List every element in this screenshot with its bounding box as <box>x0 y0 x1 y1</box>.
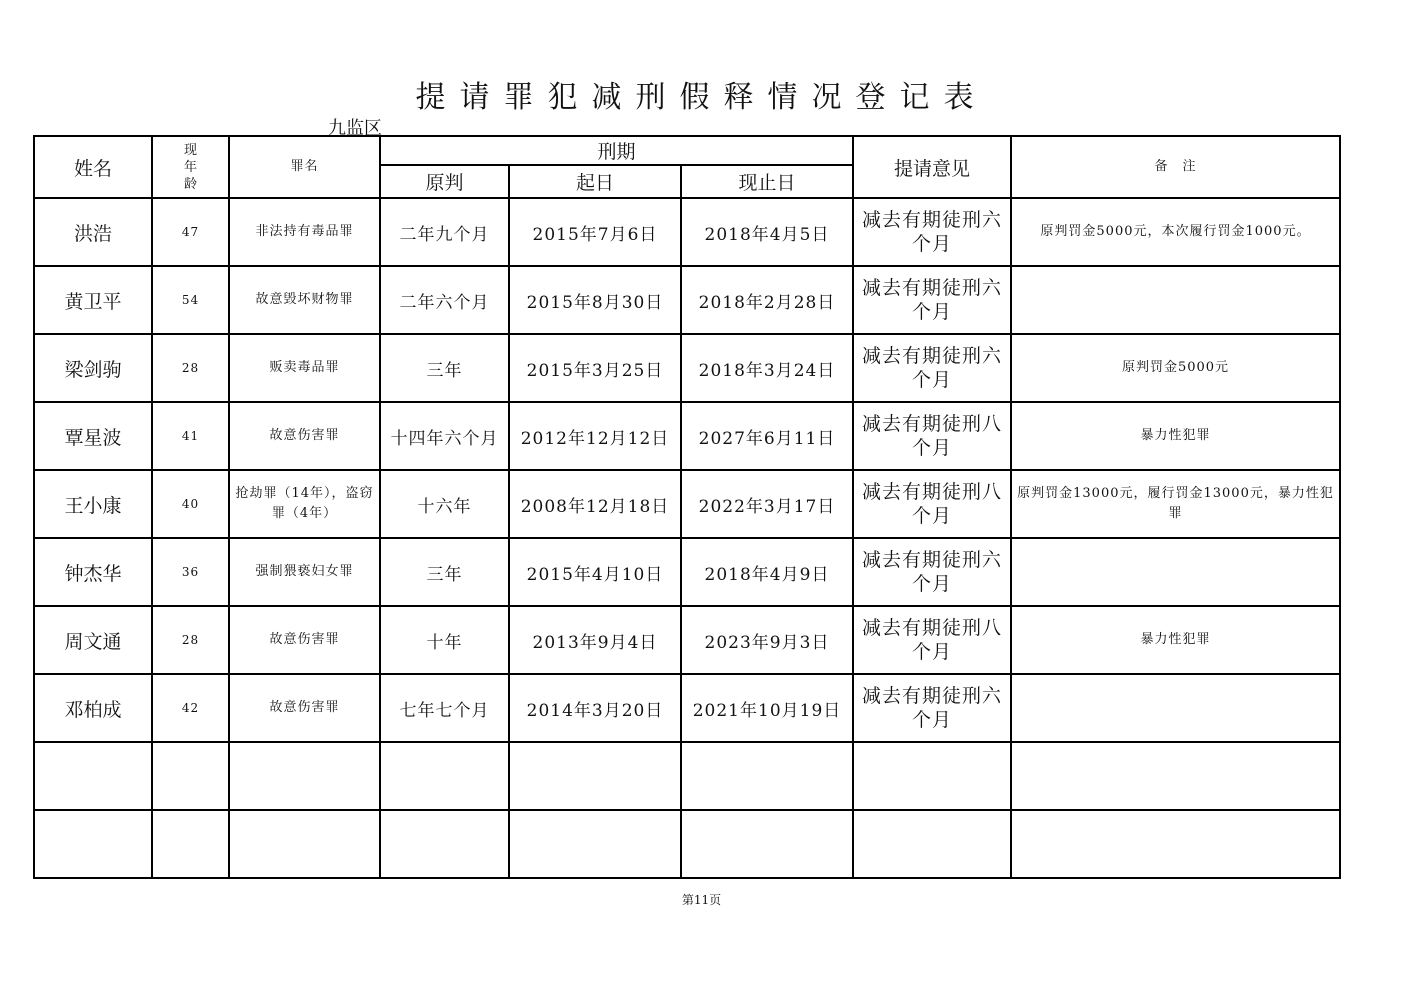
cell-remark <box>1011 266 1340 334</box>
cell-crime: 故意伤害罪 <box>229 606 380 674</box>
empty-cell <box>853 810 1011 878</box>
empty-cell <box>1011 810 1340 878</box>
header-opinion: 提请意见 <box>853 136 1011 198</box>
cell-remark: 原判罚金13000元，履行罚金13000元，暴力性犯罪 <box>1011 470 1340 538</box>
table-row <box>34 198 1340 266</box>
empty-cell <box>380 810 509 878</box>
table-row <box>34 674 1340 742</box>
cell-name: 邓柏成 <box>34 674 152 742</box>
header-age-char: 现 <box>183 142 197 158</box>
cell-opinion: 减去有期徒刑八个月 <box>853 606 1011 674</box>
cell-remark <box>1011 538 1340 606</box>
cell-age: 42 <box>152 674 229 742</box>
empty-cell <box>229 742 380 810</box>
cell-crime: 故意毁坏财物罪 <box>229 266 380 334</box>
header-crime: 罪名 <box>229 136 380 198</box>
cell-age: 41 <box>152 402 229 470</box>
cell-start: 2015年8月30日 <box>509 266 681 334</box>
empty-row <box>34 810 1340 878</box>
cell-end: 2027年6月11日 <box>681 402 853 470</box>
cell-name: 黄卫平 <box>34 266 152 334</box>
cell-remark <box>1011 674 1340 742</box>
cell-end: 2018年4月5日 <box>681 198 853 266</box>
cell-name: 钟杰华 <box>34 538 152 606</box>
cell-opinion: 减去有期徒刑六个月 <box>853 198 1011 266</box>
register-table <box>33 135 1341 879</box>
empty-cell <box>229 810 380 878</box>
table-row <box>34 334 1340 402</box>
cell-original: 三年 <box>380 538 509 606</box>
empty-cell <box>380 742 509 810</box>
cell-crime: 贩卖毒品罪 <box>229 334 380 402</box>
cell-name: 覃星波 <box>34 402 152 470</box>
cell-end: 2018年3月24日 <box>681 334 853 402</box>
table-row <box>34 402 1340 470</box>
cell-end: 2021年10月19日 <box>681 674 853 742</box>
cell-age: 28 <box>152 606 229 674</box>
cell-age: 47 <box>152 198 229 266</box>
cell-start: 2008年12月18日 <box>509 470 681 538</box>
empty-cell <box>681 810 853 878</box>
cell-original: 七年七个月 <box>380 674 509 742</box>
cell-age: 40 <box>152 470 229 538</box>
cell-opinion: 减去有期徒刑六个月 <box>853 674 1011 742</box>
cell-age: 36 <box>152 538 229 606</box>
table-row <box>34 606 1340 674</box>
page-number: 第11页 <box>681 893 722 907</box>
cell-original: 十年 <box>380 606 509 674</box>
header-age <box>152 136 229 198</box>
cell-opinion: 减去有期徒刑六个月 <box>853 334 1011 402</box>
cell-name: 洪浩 <box>34 198 152 266</box>
cell-original: 三年 <box>380 334 509 402</box>
unit-label: 九监区 <box>328 118 382 139</box>
empty-cell <box>1011 742 1340 810</box>
cell-opinion: 减去有期徒刑六个月 <box>853 538 1011 606</box>
header-row-1 <box>34 136 1340 165</box>
header-name: 姓名 <box>34 136 152 198</box>
cell-age: 54 <box>152 266 229 334</box>
cell-name: 王小康 <box>34 470 152 538</box>
header-age-char: 年 <box>183 159 197 175</box>
empty-row <box>34 742 1340 810</box>
cell-start: 2012年12月12日 <box>509 402 681 470</box>
document-title: 提请罪犯减刑假释情况登记表 <box>415 80 988 115</box>
empty-cell <box>509 810 681 878</box>
cell-end: 2023年9月3日 <box>681 606 853 674</box>
cell-remark: 暴力性犯罪 <box>1011 402 1340 470</box>
empty-cell <box>853 742 1011 810</box>
cell-end: 2018年4月9日 <box>681 538 853 606</box>
cell-crime: 非法持有毒品罪 <box>229 198 380 266</box>
cell-opinion: 减去有期徒刑六个月 <box>853 266 1011 334</box>
cell-opinion: 减去有期徒刑八个月 <box>853 402 1011 470</box>
cell-crime: 故意伤害罪 <box>229 402 380 470</box>
cell-end: 2022年3月17日 <box>681 470 853 538</box>
cell-original: 十六年 <box>380 470 509 538</box>
cell-original: 二年九个月 <box>380 198 509 266</box>
cell-original: 十四年六个月 <box>380 402 509 470</box>
empty-cell <box>681 742 853 810</box>
header-remark: 备 注 <box>1011 136 1340 198</box>
cell-remark: 原判罚金5000元 <box>1011 334 1340 402</box>
cell-name: 梁剑驹 <box>34 334 152 402</box>
cell-start: 2015年3月25日 <box>509 334 681 402</box>
table-row <box>34 470 1340 538</box>
table-row <box>34 266 1340 334</box>
cell-age: 28 <box>152 334 229 402</box>
header-original: 原判 <box>380 165 509 198</box>
cell-remark: 暴力性犯罪 <box>1011 606 1340 674</box>
empty-cell <box>152 810 229 878</box>
empty-cell <box>34 810 152 878</box>
empty-cell <box>152 742 229 810</box>
empty-cell <box>34 742 152 810</box>
cell-crime: 抢劫罪（14年），盗窃罪（4年） <box>229 470 380 538</box>
empty-cell <box>509 742 681 810</box>
cell-original: 二年六个月 <box>380 266 509 334</box>
table-row <box>34 538 1340 606</box>
header-end: 现止日 <box>681 165 853 198</box>
cell-start: 2014年3月20日 <box>509 674 681 742</box>
cell-start: 2015年4月10日 <box>509 538 681 606</box>
cell-crime: 强制猥亵妇女罪 <box>229 538 380 606</box>
cell-end: 2018年2月28日 <box>681 266 853 334</box>
cell-start: 2013年9月4日 <box>509 606 681 674</box>
cell-start: 2015年7月6日 <box>509 198 681 266</box>
cell-remark: 原判罚金5000元，本次履行罚金1000元。 <box>1011 198 1340 266</box>
cell-opinion: 减去有期徒刑八个月 <box>853 470 1011 538</box>
header-age-char: 龄 <box>183 176 197 192</box>
cell-name: 周文通 <box>34 606 152 674</box>
cell-crime: 故意伤害罪 <box>229 674 380 742</box>
header-start: 起日 <box>509 165 681 198</box>
header-sentence-group: 刑期 <box>380 136 853 165</box>
